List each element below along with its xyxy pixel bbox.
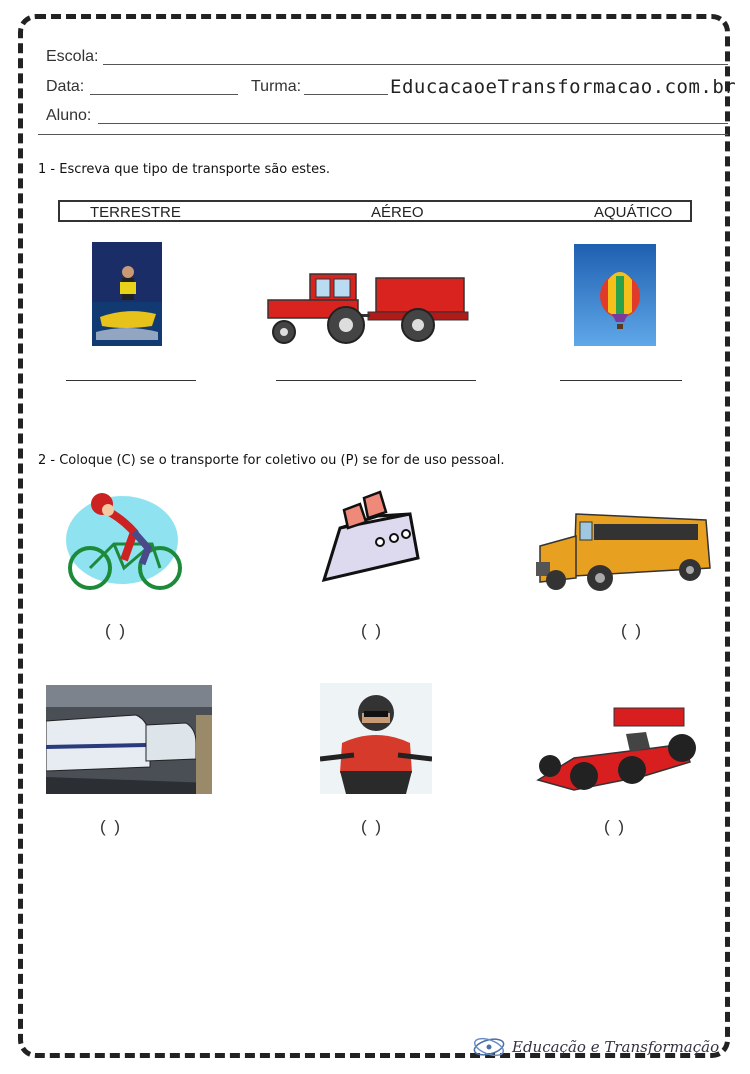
student-label: Aluno: [46,107,92,124]
footer-logo [472,1036,719,1058]
train-image [46,685,212,794]
category-terrestre: TERRESTRE [90,204,181,221]
jet-ski-image [92,242,162,346]
tractor-image [264,268,472,348]
answer-paren-motorcycle[interactable]: ( ) [361,817,384,836]
balloon-image [574,244,656,346]
footer-brand: Educação e Transformação [512,1038,720,1056]
school-bus-image [534,506,712,596]
answer-paren-train[interactable]: ( ) [100,817,123,836]
answer-line-1[interactable] [66,380,196,381]
website-text: EducacaoeTransformacao.com.br [390,76,737,98]
school-label: Escola: [46,48,99,65]
answer-line-2[interactable] [276,380,476,381]
answer-paren-racecar[interactable]: ( ) [604,817,627,836]
bicycle-image [62,488,184,594]
answer-paren-bus[interactable]: ( ) [621,621,644,640]
header-divider [38,134,728,135]
class-field[interactable] [304,94,388,95]
school-field[interactable] [103,64,728,65]
date-label: Data: [46,78,85,95]
question-2-text: 2 - Coloque (C) se o transporte for coletivo ou (P) se for de uso pessoal. [38,453,505,468]
category-aereo: AÉREO [371,204,424,221]
answer-line-3[interactable] [560,380,682,381]
answer-paren-ship[interactable]: ( ) [361,621,384,640]
motorcycle-image [320,683,432,794]
answer-paren-bicycle[interactable]: ( ) [105,621,128,640]
date-field[interactable] [90,94,238,95]
class-label: Turma: [251,78,302,95]
ship-image [318,484,424,596]
race-car-image [534,704,700,796]
category-box [58,200,692,222]
student-field[interactable] [98,123,728,124]
category-aquatico: AQUÁTICO [594,204,673,221]
logo-orbit-icon [472,1036,506,1058]
question-1-text: 1 - Escreva que tipo de transporte são estes. [38,162,331,177]
